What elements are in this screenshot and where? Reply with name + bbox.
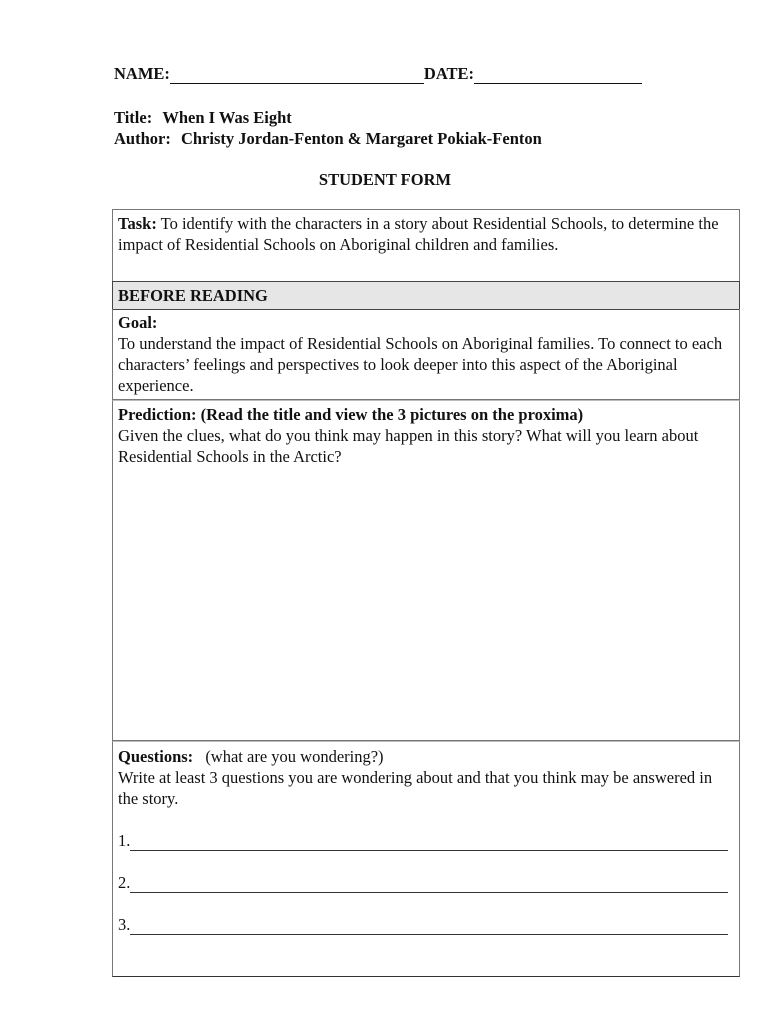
before-reading-header: BEFORE READING	[112, 281, 740, 310]
question-number: 1.	[118, 831, 131, 850]
author-label: Author:	[114, 129, 171, 148]
questions-label-note: (what are you wondering?)	[205, 747, 384, 766]
task-label: Task:	[118, 214, 157, 233]
questions-text: Write at least 3 questions you are wondering about and that you think may be answered in the story.	[118, 768, 713, 808]
goal-text: To understand the impact of Residential Schools on Aboriginal families. To connect to each characters’ feelings and perspectives to look deeper into this aspect of the Aboriginal experience.	[118, 334, 723, 395]
task-text: To identify with the characters in a story about Residential Schools, to determine the impact of Residential Schools on Aboriginal children and families.	[118, 214, 719, 254]
goal-label: Goal:	[118, 313, 158, 332]
questions-section	[112, 741, 740, 977]
question-line-2[interactable]	[118, 872, 734, 893]
prediction-text: Given the clues, what do you think may happen in this story? What will you learn about Residential Schools in the Arctic?	[118, 426, 699, 466]
questions-heading	[118, 746, 734, 767]
task-section	[112, 209, 740, 281]
question-number: 2.	[118, 873, 131, 892]
author-line	[114, 129, 542, 149]
name-label: NAME:	[114, 64, 170, 83]
question-line-1[interactable]	[118, 830, 734, 851]
form-title: STUDENT FORM	[318, 170, 452, 189]
date-field[interactable]	[474, 69, 642, 84]
prediction-section[interactable]	[112, 400, 740, 741]
name-date-line	[114, 64, 642, 84]
answer-rule[interactable]	[130, 878, 728, 893]
goal-section	[112, 309, 740, 400]
name-field[interactable]	[170, 69, 424, 84]
answer-rule[interactable]	[130, 920, 728, 935]
title-value: When I Was Eight	[162, 108, 292, 127]
question-number: 3.	[118, 915, 131, 934]
questions-label: Questions:	[118, 747, 194, 766]
date-label: DATE:	[423, 64, 475, 83]
book-title-line	[114, 108, 292, 128]
author-value: Christy Jordan-Fenton & Margaret Pokiak-Fenton	[180, 129, 542, 148]
question-line-3[interactable]	[118, 914, 734, 935]
title-label: Title:	[114, 108, 153, 127]
prediction-label: Prediction: (Read the title and view the 3 pictures on the proxima)	[118, 405, 584, 424]
answer-rule[interactable]	[130, 836, 728, 851]
